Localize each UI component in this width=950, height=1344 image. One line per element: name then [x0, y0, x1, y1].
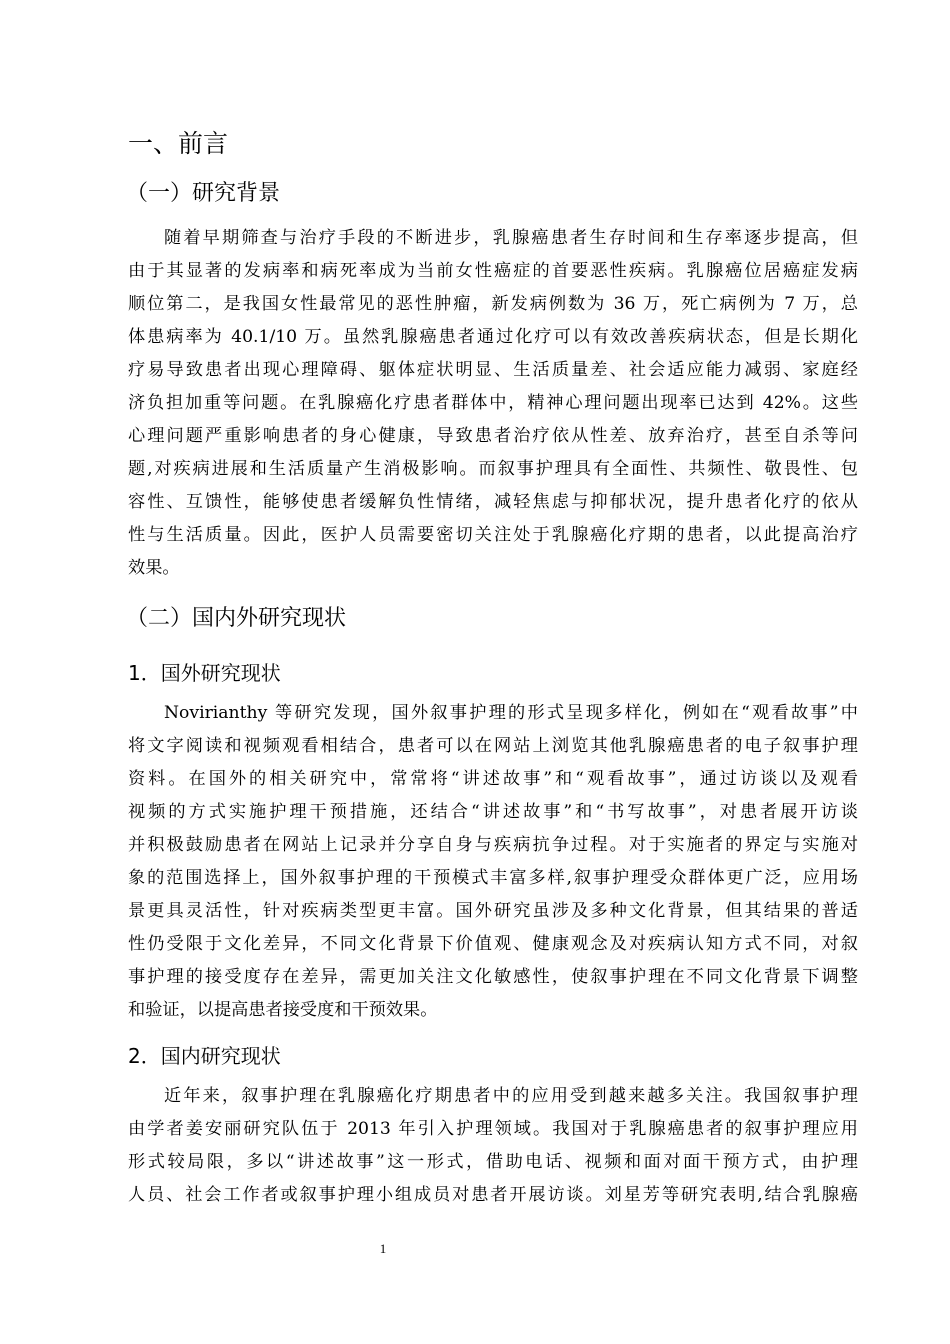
paragraph-line: 事护理的接受度存在差异，需更加关注文化敏感性，使叙事护理在不同文化背景下调整 — [128, 967, 858, 987]
paragraph-line: 将文字阅读和视频观看相结合，患者可以在网站上浏览其他乳腺癌患者的电子叙事护理 — [128, 736, 858, 756]
paragraph-line: 性与生活质量。因此，医护人员需要密切关注处于乳腺癌化疗期的患者，以此提高治疗 — [128, 525, 858, 545]
paragraph-line: 顺位第二，是我国女性最常见的恶性肿瘤，新发病例数为 36 万，死亡病例为 7 万，总 — [128, 294, 858, 314]
paragraph-line: 随着早期筛查与治疗手段的不断进步，乳腺癌患者生存时间和生存率逐步提高，但 — [164, 228, 858, 248]
paragraph-line: 疗易导致患者出现心理障碍、躯体症状明显、生活质量差、社会适应能力减弱、家庭经 — [128, 360, 858, 380]
subsection-heading-domestic: 2．国内研究现状 — [128, 1044, 281, 1068]
paragraph-line: 心理问题严重影响患者的身心健康，导致患者治疗依从性差、放弃治疗，甚至自杀等问 — [128, 426, 858, 446]
section-heading-background: （一）研究背景 — [126, 181, 281, 206]
paragraph-line: Novirianthy 等研究发现，国外叙事护理的形式呈现多样化，例如在“观看故事”中 — [164, 703, 858, 723]
subsection-heading-foreign: 1．国外研究现状 — [128, 661, 281, 685]
paragraph-line: 景更具灵活性，针对疾病类型更丰富。国外研究虽涉及多种文化背景，但其结果的普适 — [128, 901, 858, 921]
paragraph-line: 体患病率为 40.1/10 万。虽然乳腺癌患者通过化疗可以有效改善疾病状态，但是长期化 — [128, 327, 858, 347]
paragraph-line: 由学者姜安丽研究队伍于 2013 年引入护理领域。我国对于乳腺癌患者的叙事护理应用 — [128, 1119, 858, 1139]
paragraph-line: 形式较局限，多以“讲述故事”这一形式，借助电话、视频和面对面干预方式，由护理 — [128, 1152, 858, 1172]
paragraph-line: 题,对疾病进展和生活质量产生消极影响。而叙事护理具有全面性、共频性、敬畏性、包 — [128, 459, 858, 479]
paragraph-line: 并积极鼓励患者在网站上记录并分享自身与疾病抗争过程。对于实施者的界定与实施对 — [128, 835, 858, 855]
paragraph-line: 由于其显著的发病率和病死率成为当前女性癌症的首要恶性疾病。乳腺癌位居癌症发病 — [128, 261, 858, 281]
paragraph-background — [128, 222, 858, 585]
paragraph-line: 济负担加重等问题。在乳腺癌化疗患者群体中，精神心理问题出现率已达到 42%。这些 — [128, 393, 858, 413]
paragraph-line: 容性、互馈性，能够使患者缓解负性情绪，减轻焦虑与抑郁状况，提升患者化疗的依从 — [128, 492, 858, 512]
paragraph-line: 象的范围选择上，国外叙事护理的干预模式丰富多样,叙事护理受众群体更广泛，应用场 — [128, 868, 858, 888]
paragraph-line: 资料。在国外的相关研究中，常常将“讲述故事”和“观看故事”，通过访谈以及观看 — [128, 769, 858, 789]
paragraph-line: 性仍受限于文化差异，不同文化背景下价值观、健康观念及对疾病认知方式不同，对叙 — [128, 934, 858, 954]
paragraph-line: 人员、社会工作者或叙事护理小组成员对患者开展访谈。刘星芳等研究表明,结合乳腺癌 — [128, 1185, 858, 1205]
paragraph-line: 和验证，以提高患者接受度和干预效果。 — [128, 1000, 438, 1020]
chapter-heading: 一、前言 — [128, 129, 229, 158]
page-number: 1 — [379, 1241, 387, 1256]
paragraph-foreign-research — [128, 697, 858, 1027]
paragraph-domestic-research — [128, 1080, 858, 1212]
section-heading-research-status: （二）国内外研究现状 — [126, 606, 347, 631]
paragraph-line: 视频的方式实施护理干预措施，还结合“讲述故事”和“书写故事”，对患者展开访谈 — [128, 802, 858, 822]
paragraph-line: 近年来，叙事护理在乳腺癌化疗期患者中的应用受到越来越多关注。我国叙事护理 — [164, 1086, 858, 1106]
paragraph-line: 效果。 — [128, 558, 180, 578]
